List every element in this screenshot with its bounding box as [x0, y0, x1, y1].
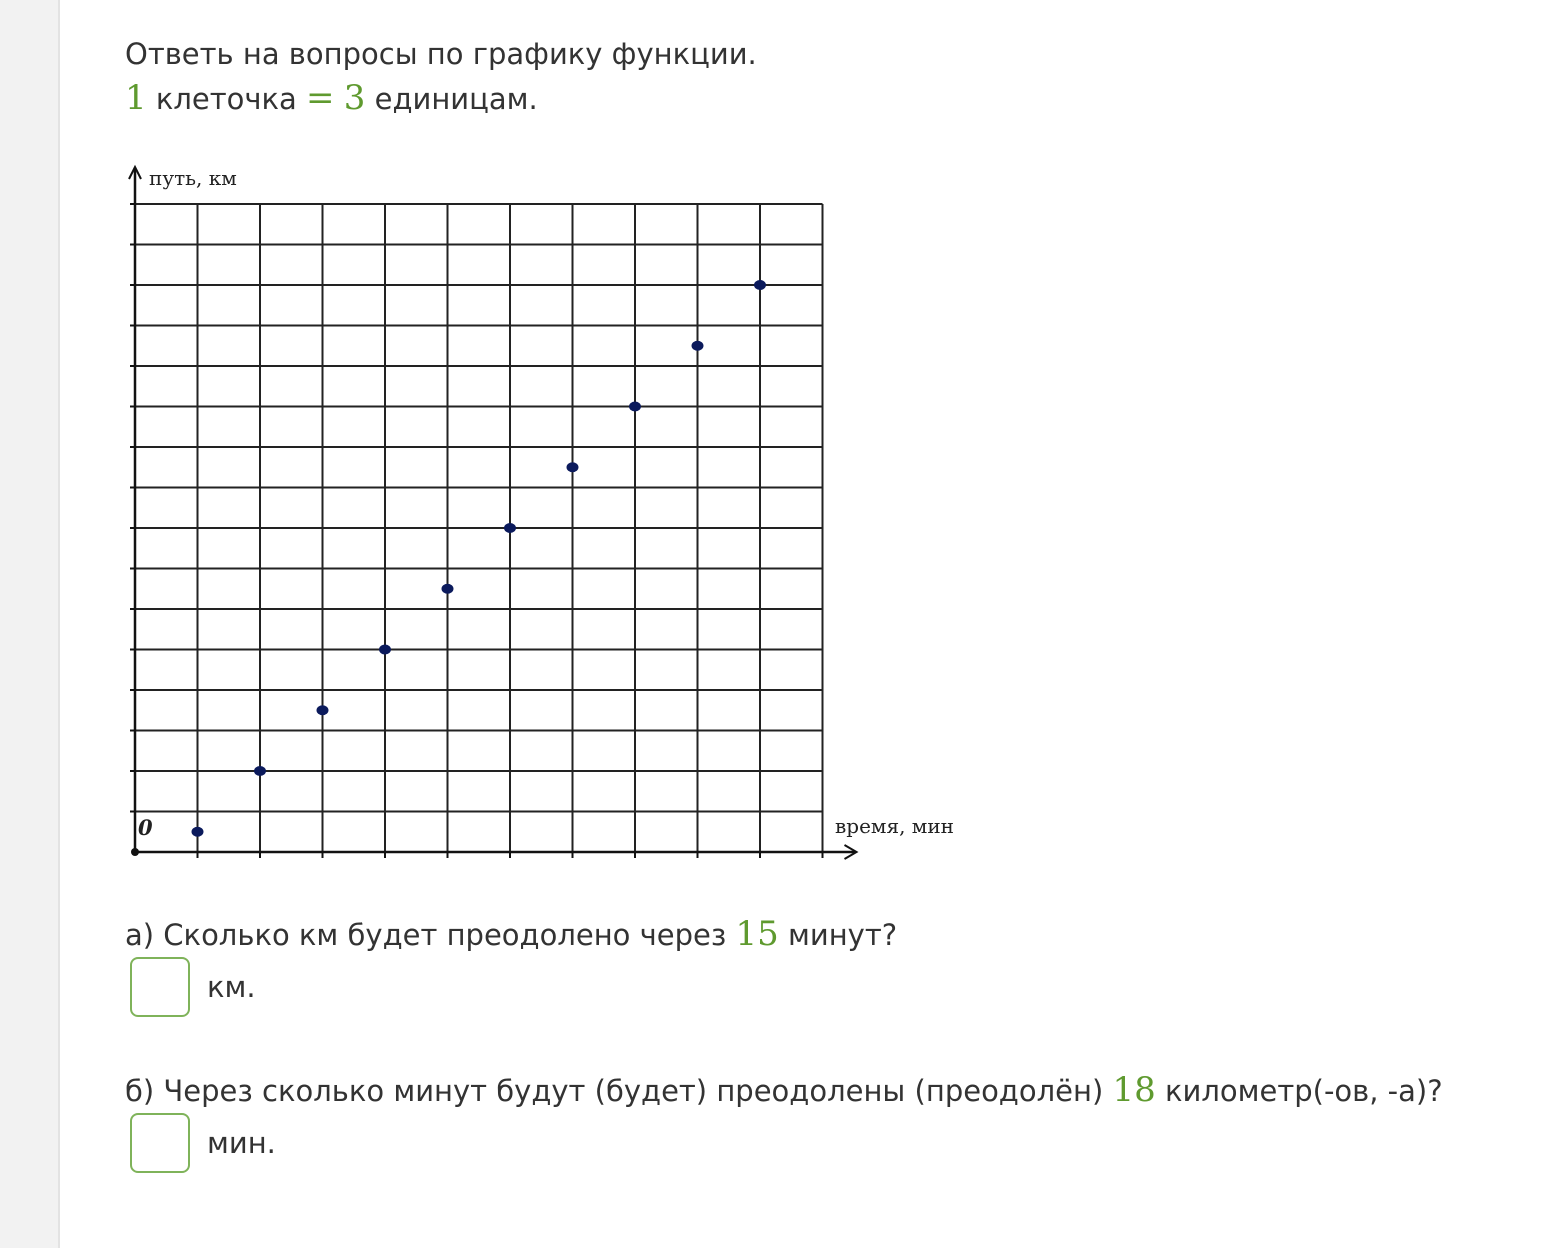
question-a	[125, 914, 897, 955]
scale-cell-word: клеточка	[155, 82, 297, 116]
answer-b-unit: мин.	[207, 1126, 276, 1160]
data-point	[254, 766, 266, 776]
scale-units-word: единицам.	[374, 82, 538, 116]
answer-a-input[interactable]	[130, 957, 190, 1017]
answer-a-row	[130, 957, 256, 1017]
question-b-number: 18	[1112, 1070, 1156, 1110]
data-point	[504, 523, 516, 533]
question-b	[125, 1070, 1443, 1111]
question-a-number: 15	[735, 914, 779, 954]
x-axis-label: время, мин	[835, 814, 955, 838]
data-point	[317, 705, 329, 715]
scale-equals-sign: =	[306, 78, 335, 118]
answer-a-unit: км.	[207, 970, 256, 1004]
chart-axes	[129, 167, 857, 859]
data-point	[379, 645, 391, 655]
chart-grid	[135, 204, 823, 852]
answer-b-input[interactable]	[130, 1113, 190, 1173]
data-point	[754, 280, 766, 290]
task-title: Ответь на вопросы по графику функции.	[125, 37, 757, 71]
origin-label: 0	[138, 815, 153, 840]
question-b-suffix: километр(-ов, -а)?	[1164, 1074, 1443, 1108]
data-point	[567, 462, 579, 472]
data-point	[442, 584, 454, 594]
data-point	[692, 341, 704, 351]
scale-cell-number: 1	[125, 78, 147, 118]
data-point	[192, 827, 204, 837]
chart-points	[192, 280, 767, 837]
distance-time-chart	[115, 155, 985, 875]
origin-dot	[131, 848, 139, 856]
question-a-suffix: минут?	[787, 918, 898, 952]
question-b-prefix: б) Через сколько минут будут (будет) преодолены (преодолён)	[125, 1074, 1104, 1108]
answer-b-row	[130, 1113, 276, 1173]
scale-units-number: 3	[343, 78, 366, 118]
question-a-prefix: а) Сколько км будет преодолено через	[125, 918, 727, 952]
scale-statement	[125, 78, 538, 119]
y-axis-label: путь, км	[149, 166, 237, 190]
data-point	[629, 402, 641, 412]
left-sidebar-strip	[0, 0, 60, 1248]
